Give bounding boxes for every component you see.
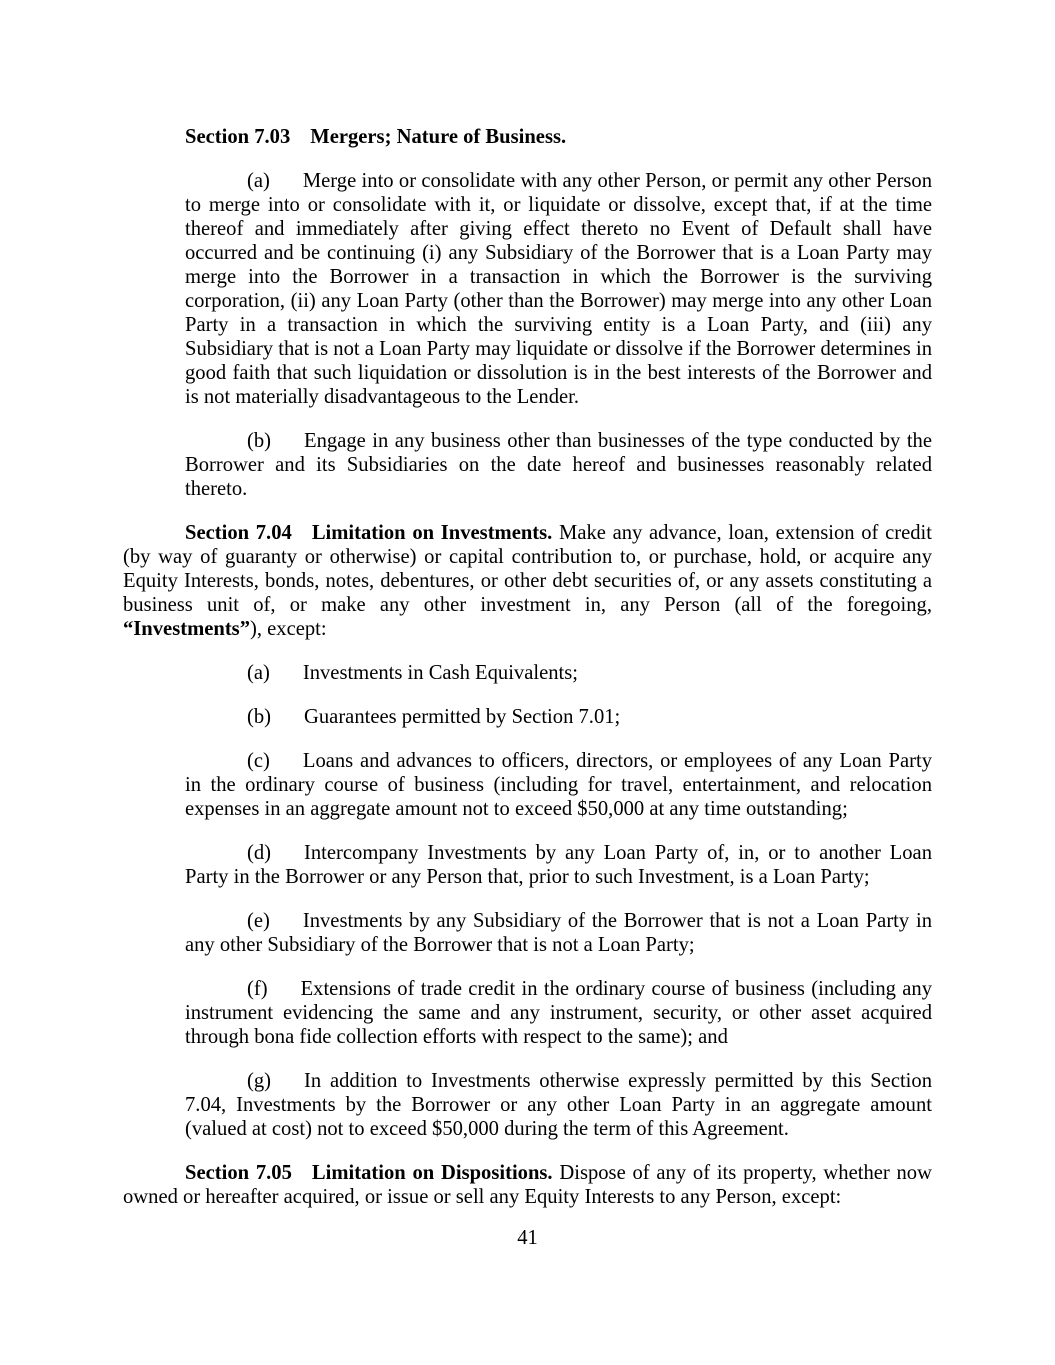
text-run: Investments in Cash Equivalents; bbox=[302, 662, 578, 684]
text-run: (b) bbox=[247, 430, 272, 452]
section-7-03-heading bbox=[185, 125, 932, 149]
text-run: (c) bbox=[247, 750, 270, 772]
item-7-04-d bbox=[185, 841, 932, 889]
text-run: Intercompany Investments by any Loan Party of, in, or to another Loan Party in the Borrower or any Person that, prior to such Investment, is a Loan Party; bbox=[185, 842, 932, 888]
text-run: Limitation on Investments. bbox=[311, 522, 553, 544]
text-run: Limitation on Dispositions. bbox=[311, 1162, 553, 1184]
text-run: Investments by any Subsidiary of the Borrower that is not a Loan Party in any other Subsidiary of the Borrower that is not a Loan Party; bbox=[185, 910, 932, 956]
page-number: 41 bbox=[517, 1227, 538, 1249]
text-run: (e) bbox=[247, 910, 270, 932]
text-run: Guarantees permitted by Section 7.01; bbox=[304, 706, 621, 728]
para-7-05 bbox=[123, 1161, 932, 1209]
text-run: Section 7.05 bbox=[185, 1162, 292, 1184]
text-run: Merge into or consolidate with any other Person, or permit any other Person to merge into or consolidate with it, or liquidate or dissolve, except that, if at the time thereof and immediately after giving effect thereto no Event of Default shall have occurred and be continuing (i) any Subsidiary of the Borrower that is a Loan Party may merge into the Borrower in a transaction in which the Borrower is the surviving corporation, (ii) any Loan Party (other than the Borrower) may merge into any other Loan Party in a transaction in which the surviving entity is a Loan Party, and (iii) any Subsidiary that is not a Loan Party may liquidate or dissolve if the Borrower determines in good faith that such liquidation or dissolution is in the best interests of the Borrower and is not materially disadvantageous to the Lender. bbox=[185, 170, 932, 408]
text-run: Mergers; Nature of Business. bbox=[310, 126, 567, 148]
para-7-03-b bbox=[185, 429, 932, 501]
text-run: In addition to Investments otherwise expressly permitted by this Section 7.04, Investments by the Borrower or any other Loan Party in an aggregate amount (valued at cost) not to exceed $50,000 during the term of this Agreement. bbox=[185, 1070, 932, 1140]
document-body bbox=[123, 125, 932, 1209]
item-7-04-f bbox=[185, 977, 932, 1049]
text-run: “Investments” bbox=[123, 618, 250, 640]
text-run: Loans and advances to officers, directors, or employees of any Loan Party in the ordinary course of business (including for travel, entertainment, and relocation expenses in an aggregate amount not to exceed $50,000 at any time outstanding; bbox=[185, 750, 932, 820]
text-run: Engage in any business other than businesses of the type conducted by the Borrower and its Subsidiaries on the date hereof and businesses reasonably related thereto. bbox=[185, 430, 932, 500]
text-run: (d) bbox=[247, 842, 272, 864]
text-run: (g) bbox=[247, 1070, 272, 1092]
item-7-04-a bbox=[185, 661, 932, 685]
item-7-04-b bbox=[185, 705, 932, 729]
para-7-03-a bbox=[185, 169, 932, 409]
para-7-04 bbox=[123, 521, 932, 641]
text-run: Section 7.03 bbox=[185, 126, 291, 148]
text-run: Extensions of trade credit in the ordinary course of business (including any instrument evidencing the same and any instrument, security, or other asset acquired through bona fide collection efforts with respect to the same); and bbox=[185, 978, 932, 1048]
text-run: Dispose of any of its property, whether now owned or hereafter acquired, or issue or sell any Equity Interests to any Person, except: bbox=[123, 1162, 932, 1208]
item-7-04-g bbox=[185, 1069, 932, 1141]
item-7-04-c bbox=[185, 749, 932, 821]
text-run: (b) bbox=[247, 706, 272, 728]
text-run: Make any advance, loan, extension of credit (by way of guaranty or otherwise) or capital contribution to, or purchase, hold, or acquire any Equity Interests, bonds, notes, debentures, or other debt securities of, or any assets constituting a business unit of, or make any other investment in, any Person (all of the foregoing, bbox=[123, 522, 932, 616]
text-run: (a) bbox=[247, 170, 270, 192]
item-7-04-e bbox=[185, 909, 932, 957]
text-run: (a) bbox=[247, 662, 270, 684]
text-run: (f) bbox=[247, 978, 268, 1000]
text-run: Section 7.04 bbox=[185, 522, 292, 544]
text-run: ), except: bbox=[250, 618, 327, 640]
